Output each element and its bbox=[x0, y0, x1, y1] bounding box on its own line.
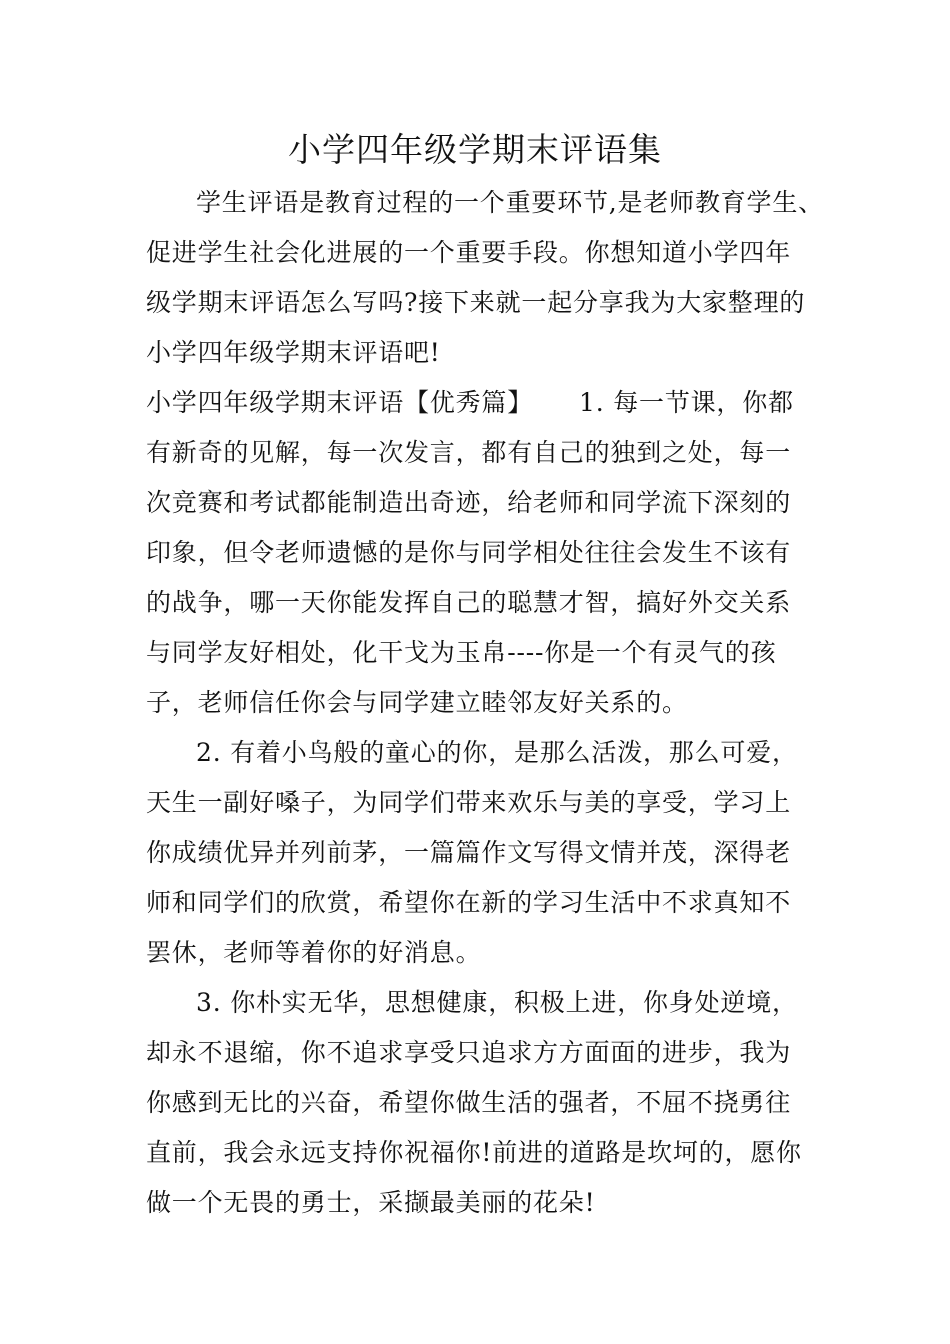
comment-1-line: 子，老师信任你会与同学建立睦邻友好关系的。 bbox=[146, 688, 688, 717]
comment-1-line: 次竞赛和考试都能制造出奇迹，给老师和同学流下深刻的 bbox=[146, 488, 792, 517]
comment-1-line: 与同学友好相处，化干戈为玉帛----你是一个有灵气的孩 bbox=[146, 638, 777, 667]
document-body bbox=[146, 178, 824, 1228]
section-heading: 小学四年级学期末评语【优秀篇】 bbox=[146, 388, 534, 417]
comment-2-line: 罢休，老师等着你的好消息。 bbox=[146, 938, 482, 967]
comment-3-line: 直前，我会永远支持你祝福你!前进的道路是坎坷的，愿你 bbox=[146, 1138, 802, 1167]
comment-1-start: 1. 每一节课，你都 bbox=[579, 388, 794, 417]
comment-2-line: 师和同学们的欣赏，希望你在新的学习生活中不求真知不 bbox=[146, 888, 792, 917]
comment-3-line: 你感到无比的兴奋，希望你做生活的强者，不屈不挠勇往 bbox=[146, 1088, 792, 1117]
comment-3-line: 3. 你朴实无华，思想健康，积极上进，你身处逆境， bbox=[196, 988, 798, 1017]
comment-2-line: 天生一副好嗓子，为同学们带来欢乐与美的享受，学习上 bbox=[146, 788, 792, 817]
section-heading-line bbox=[146, 378, 818, 428]
intro-line-1: 学生评语是教育过程的一个重要环节,是老师教育学生、 bbox=[196, 188, 824, 217]
comment-3-line: 做一个无畏的勇士，采撷最美丽的花朵! bbox=[146, 1188, 596, 1217]
intro-line-4: 小学四年级学期末评语吧! bbox=[146, 338, 441, 367]
intro-line-3: 级学期末评语怎么写吗?接下来就一起分享我为大家整理的 bbox=[146, 288, 806, 317]
comment-2-line: 2. 有着小鸟般的童心的你，是那么活泼，那么可爱， bbox=[196, 738, 798, 767]
comment-2-line: 你成绩优异并列前茅，一篇篇作文写得文情并茂，深得老 bbox=[146, 838, 792, 867]
comment-1-line: 有新奇的见解，每一次发言，都有自己的独到之处，每一 bbox=[146, 438, 792, 467]
intro-line-2: 促进学生社会化进展的一个重要手段。你想知道小学四年 bbox=[146, 238, 792, 267]
comment-3-line: 却永不退缩，你不追求享受只追求方方面面的进步，我为 bbox=[146, 1038, 792, 1067]
comment-1-line: 印象，但令老师遗憾的是你与同学相处往往会发生不该有 bbox=[146, 538, 792, 567]
document-title: 小学四年级学期末评语集 bbox=[288, 130, 662, 169]
comment-1-line: 的战争，哪一天你能发挥自己的聪慧才智，搞好外交关系 bbox=[146, 588, 792, 617]
